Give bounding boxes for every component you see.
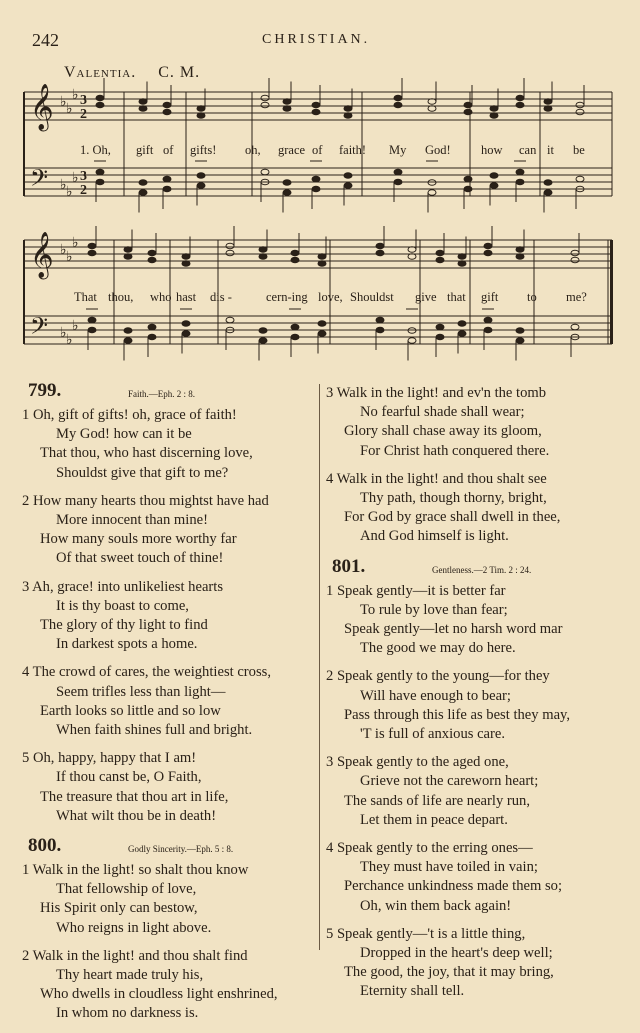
stanza-line: Seem trifles less than light— [56, 683, 226, 700]
hymn-number: 799. [28, 380, 62, 401]
tune-meter: C. M. [158, 64, 201, 81]
stanza-line: In darkest spots a home. [56, 636, 198, 653]
stanza-line: 4 Speak gently to the erring ones— [326, 840, 533, 857]
stanza [326, 667, 626, 744]
lyric-syllable: of [312, 143, 323, 157]
stanza [22, 492, 318, 569]
stanza-line: Shouldst give that gift to me? [56, 464, 229, 481]
lyric-syllable: 1. Oh, [80, 143, 111, 157]
lyric-syllable: oh, [245, 143, 261, 157]
svg-text:2: 2 [80, 183, 87, 198]
stanza-line: My God! how can it be [56, 426, 192, 443]
lyric-syllable: dis - [210, 290, 232, 304]
svg-text:♭: ♭ [66, 332, 73, 348]
stanza-line: That thou, who hast discerning love, [40, 445, 253, 462]
stanza [326, 470, 626, 547]
stanza-line: Will have enough to bear; [360, 687, 511, 704]
stanza-line: Pass through this life as best they may, [344, 706, 571, 723]
stanza [22, 947, 318, 1024]
stanza-line: 2 Speak gently to the young—for they [326, 668, 550, 685]
column-divider [319, 384, 320, 950]
stanza-line: 5 Oh, happy, happy that I am! [22, 750, 197, 767]
stanza-line: Speak gently—let no harsh word mar [344, 621, 563, 638]
hymn-800-text-continued [326, 384, 626, 547]
stanza-line: Perchance unkindness made them so; [344, 878, 563, 895]
svg-text:2: 2 [80, 107, 87, 122]
lyric-syllable: love, [318, 290, 343, 304]
stanza-line: 3 Speak gently to the aged one, [326, 754, 509, 771]
stanza [326, 384, 626, 461]
stanza-line: Eternity shall tell. [360, 983, 465, 1000]
stanza-line: More innocent than mine! [56, 512, 208, 529]
lyric-syllable: that [447, 290, 466, 304]
svg-text:3: 3 [80, 169, 87, 184]
hymn-800-text [22, 861, 318, 1024]
hymn-800-header [22, 835, 318, 861]
hymn-title: Gentleness.—2 Tim. 2 : 24. [432, 564, 532, 575]
stanza-line: 2 Walk in the light! and thou shalt find [22, 947, 248, 964]
hymn-number: 801. [332, 555, 366, 577]
svg-text:3: 3 [80, 93, 87, 108]
hymn-799-text [22, 406, 318, 826]
stanza-line: Let them in peace depart. [360, 811, 508, 828]
stanza-line: For Christ hath conquered there. [360, 442, 550, 459]
svg-text:𝄢: 𝄢 [30, 164, 49, 197]
stanza-line: 'T is full of anxious care. [360, 726, 506, 743]
svg-text:♭: ♭ [60, 242, 67, 258]
hymn-title: Godly Sincerity.—Eph. 5 : 8. [128, 844, 234, 855]
tune-name: Valentia. [64, 64, 137, 81]
lyric-syllable: how [481, 143, 503, 157]
stanza-line: Earth looks so little and so low [40, 702, 221, 719]
stanza-line: Who reigns in light above. [56, 919, 212, 936]
svg-text:♭: ♭ [72, 318, 79, 334]
hymn-801-text [326, 582, 626, 1002]
stanza-line: And God himself is light. [360, 528, 509, 545]
stanza-line: In whom no darkness is. [56, 1005, 199, 1022]
hymn-799-header [22, 380, 318, 406]
stanza [326, 925, 626, 1002]
svg-text:♭: ♭ [60, 325, 67, 341]
stanza [326, 839, 626, 916]
lyric-syllable: gift [136, 143, 154, 157]
lyric-syllable: who [150, 290, 172, 304]
stanza-line: Who dwells in cloudless light enshrined, [40, 986, 278, 1003]
lyric-syllable: can [519, 143, 537, 157]
lyrics-line-1 [0, 143, 640, 159]
lyric-syllable: hast [176, 290, 197, 304]
stanza [22, 578, 318, 655]
stanza-line: No fearful shade shall wear; [360, 404, 525, 421]
stanza [22, 861, 318, 938]
stanza-line: The good, the joy, that it may bring, [344, 964, 554, 981]
lyric-syllable: give [415, 290, 437, 304]
svg-text:♭: ♭ [60, 94, 67, 110]
lyric-syllable: That [74, 290, 97, 304]
stanza-line: How many souls more worthy far [40, 531, 237, 548]
lyric-syllable: gifts! [190, 143, 217, 157]
lyric-syllable: God! [425, 143, 451, 157]
right-column [326, 380, 626, 1011]
stanza-line: The treasure that thou art in life, [40, 788, 229, 805]
stanza-line: Thy heart made truly his, [56, 967, 204, 984]
lyric-syllable: My [389, 143, 407, 157]
stanza-line: 1 Oh, gift of gifts! oh, grace of faith! [22, 407, 237, 423]
stanza-line: 2 How many hearts thou mightst have had [22, 492, 269, 509]
lyric-syllable: me? [566, 290, 587, 304]
stanza-line: To rule by love than fear; [360, 601, 508, 618]
stanza-line: The sands of life are nearly run, [344, 792, 530, 809]
stanza-line: Dropped in the heart's deep well; [360, 945, 553, 962]
stanza [326, 753, 626, 830]
stanza-line: 3 Walk in the light! and ev'n the tomb [326, 385, 547, 401]
stanza-line: That fellowship of love, [56, 881, 197, 898]
stanza-line: When faith shines full and bright. [56, 722, 253, 739]
stanza-line: 4 The crowd of cares, the weightiest cross, [22, 664, 271, 681]
stanza-line: 5 Speak gently—'t is a little thing, [326, 925, 526, 942]
lyric-syllable: cern-ing [266, 290, 308, 304]
hymn-801-header [326, 556, 626, 582]
svg-text:♭: ♭ [66, 184, 73, 200]
svg-text:♭: ♭ [72, 235, 79, 251]
music-score [0, 0, 640, 370]
svg-text:♭: ♭ [66, 101, 73, 117]
hymn-number: 800. [28, 835, 62, 857]
stanza [326, 582, 626, 659]
svg-text:♭: ♭ [60, 177, 67, 193]
stanza [22, 406, 318, 483]
stanza-line: 3 Ah, grace! into unlikeliest hearts [22, 578, 224, 595]
svg-text:♭: ♭ [72, 170, 79, 186]
stanza-line: For God by grace shall dwell in thee, [344, 509, 561, 526]
lyric-syllable: it [547, 143, 554, 157]
svg-text:♭: ♭ [72, 87, 79, 103]
svg-text:𝄢: 𝄢 [30, 312, 49, 345]
lyric-syllable: thou, [108, 290, 134, 304]
stanza-line: Of that sweet touch of thine! [56, 550, 224, 567]
stanza-line: Oh, win them back again! [360, 897, 512, 914]
lyric-syllable: grace [278, 143, 306, 157]
stanza [22, 663, 318, 740]
svg-text:♭: ♭ [66, 249, 73, 265]
page-number: 242 [32, 30, 59, 50]
stanza-line: The glory of thy light to find [40, 617, 208, 634]
stanza-line: Thy path, though thorny, bright, [360, 490, 547, 507]
lyric-syllable: Shouldst [350, 290, 394, 304]
stanza-line: What wilt thou be in death! [56, 807, 217, 824]
stanza-line: The good we may do here. [360, 640, 516, 657]
lyric-syllable: be [573, 143, 585, 157]
stanza-line: Grieve not the careworn heart; [360, 773, 539, 790]
lyric-syllable: faith! [339, 143, 367, 157]
stanza-line: They must have toiled in vain; [360, 859, 538, 876]
stanza [22, 749, 318, 826]
stanza-line: 1 Walk in the light! so shalt thou know [22, 862, 249, 879]
left-column [22, 380, 318, 1033]
lyric-syllable: gift [481, 290, 499, 304]
svg-text:𝄞: 𝄞 [30, 84, 54, 130]
stanza-line: If thou canst be, O Faith, [56, 769, 202, 786]
svg-text:𝄞: 𝄞 [30, 232, 54, 278]
stanza-line: 4 Walk in the light! and thou shalt see [326, 470, 547, 487]
stanza-line: It is thy boast to come, [56, 597, 189, 614]
stanza-line: Glory shall chase away its gloom, [344, 423, 542, 440]
stanza-line: His Spirit only can bestow, [40, 900, 198, 917]
hymn-title: Faith.—Eph. 2 : 8. [128, 389, 195, 399]
running-head: CHRISTIAN. [262, 32, 371, 47]
stanza-line: 1 Speak gently—it is better far [326, 582, 506, 599]
lyric-syllable: to [527, 290, 537, 304]
lyrics-line-2 [0, 290, 640, 306]
lyric-syllable: of [163, 143, 174, 157]
